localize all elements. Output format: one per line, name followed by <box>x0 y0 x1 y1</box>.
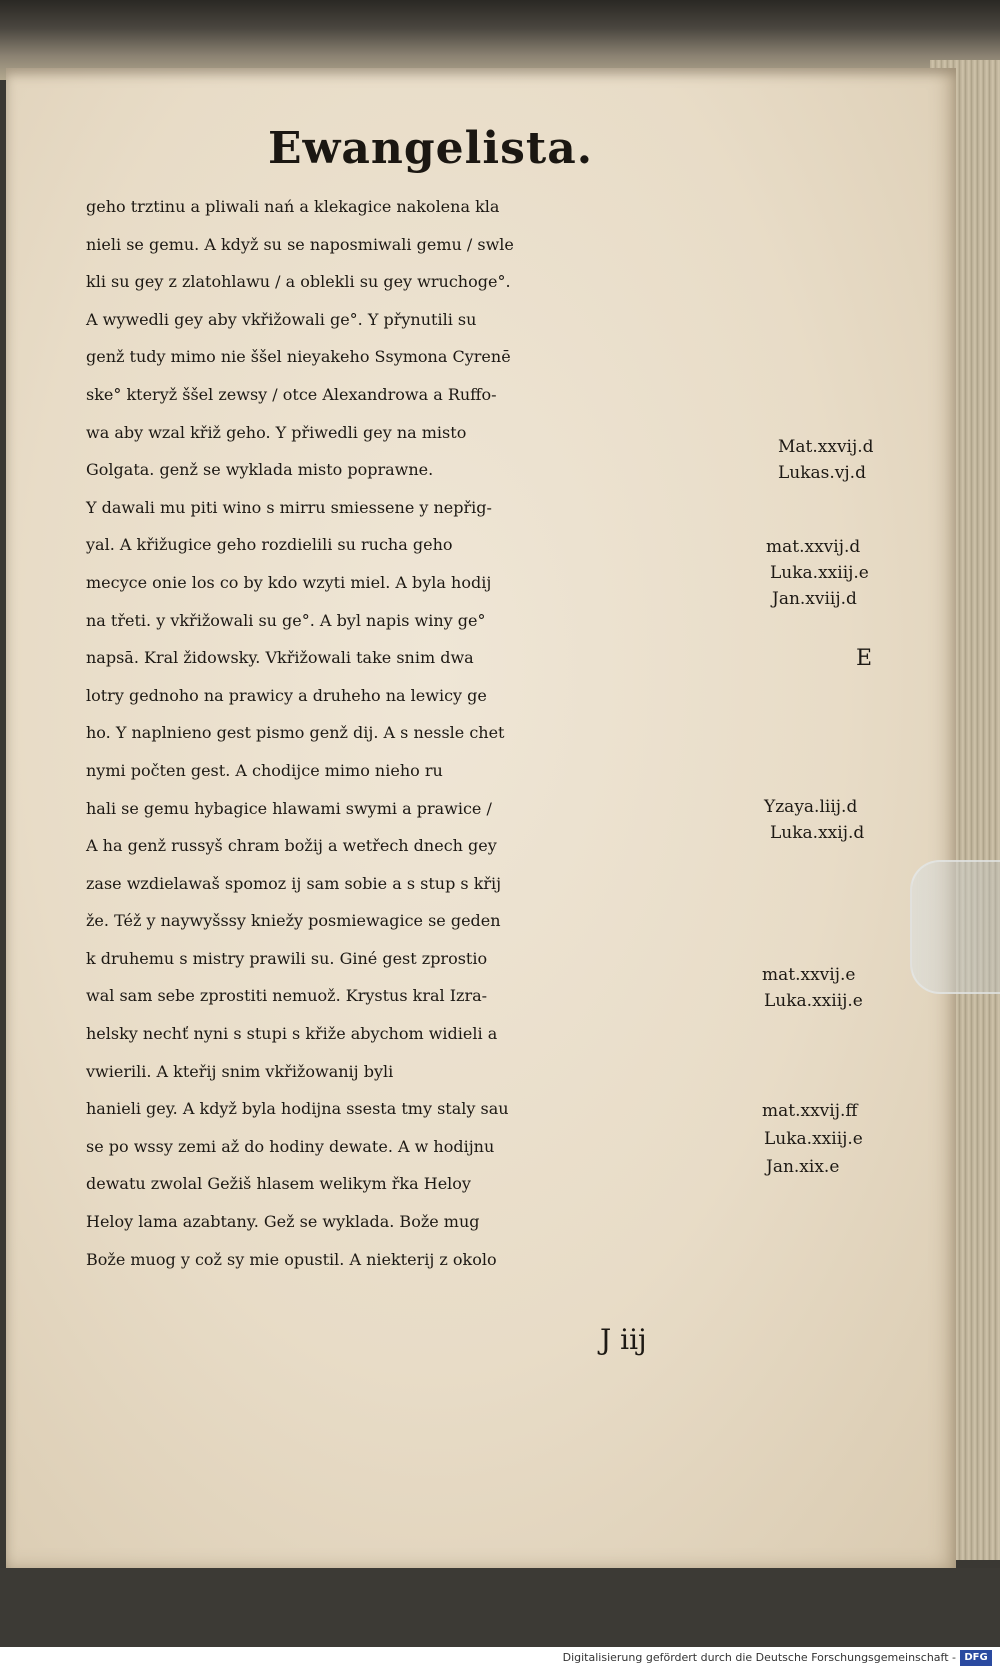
clip-tab <box>910 860 1000 994</box>
text-line: hali se gemu hybagice hlawami swymi a prawice / <box>86 798 492 818</box>
margin-note: E <box>856 646 873 671</box>
margin-note: Luka.xxij.d <box>770 823 865 843</box>
margin-note: Mat.xxvij.d <box>778 437 874 457</box>
text-line: wa aby wzal křiž geho. Y přiwedli gey na misto <box>86 422 467 442</box>
text-line: genž tudy mimo nie ššel nieyakeho Ssymona Cyrenē <box>86 347 511 367</box>
margin-note: mat.xxvij.ff <box>762 1101 858 1121</box>
margin-note: Luka.xxiij.e <box>770 563 869 583</box>
text-line: ske° kteryž ššel zewsy / otce Alexandrowa a Ruffo- <box>86 384 497 404</box>
text-line: wal sam sebe zprostiti nemuož. Krystus kral Izra- <box>86 986 488 1006</box>
text-line: helsky nechť nyni s stupi s křiže abychom widieli a <box>86 1024 498 1044</box>
text-line: geho trztinu a pliwali nań a klekagice nakolena kla <box>86 197 500 216</box>
text-line: A wywedli gey aby vkřižowali ge°. Y přynutili su <box>86 309 477 329</box>
text-line: ho. Y naplnieno gest pismo genž dij. A s nessle chet <box>86 723 505 743</box>
margin-note: Luka.xxiij.e <box>764 991 863 1011</box>
text-line: vwierili. A kteřij snim vkřižowanij byli <box>86 1061 394 1081</box>
margin-note: Jan.xviij.d <box>772 589 857 609</box>
margin-note: Luka.xxiij.e <box>764 1129 863 1149</box>
margin-note: Yzaya.liij.d <box>764 797 858 817</box>
text-line: nieli se gemu. A když su se naposmiwali gemu / swle <box>86 234 514 254</box>
text-line: dewatu zwolal Gežiš hlasem welikym řka Heloy <box>86 1174 471 1194</box>
body-text <box>86 188 786 1278</box>
text-line: hanieli gey. A když byla hodijna ssesta tmy staly sau <box>86 1099 509 1119</box>
text-line: k druhemu s mistry prawili su. Giné gest zprostio <box>86 948 488 968</box>
margin-note: mat.xxvij.e <box>762 965 856 985</box>
text-line: napsā. Kral židowsky. Vkřižowali take snim dwa <box>86 648 474 668</box>
text-line: Y dawali mu piti wino s mirru smiessene y nepřig- <box>86 497 492 517</box>
text-line: Heloy lama azabtany. Gež se wyklada. Bože mug <box>86 1212 480 1232</box>
margin-note: mat.xxvij.d <box>766 537 861 557</box>
text-line: A ha genž russyš chram božij a wetřech dnech gey <box>86 836 497 856</box>
text-line: lotry gednoho na prawicy a druheho na lewicy ge <box>86 685 487 705</box>
credit-text: Digitalisierung gefördert durch die Deutsche Forschungsgemeinschaft - <box>562 1651 956 1664</box>
dfg-logo: DFG <box>960 1650 992 1666</box>
page-heading: Ewangelista. <box>268 123 594 174</box>
text-line: yal. A křižugice geho rozdielili su rucha geho <box>86 535 453 555</box>
margin-note: Jan.xix.e <box>766 1157 840 1177</box>
text-line: Bože muog y což sy mie opustil. A niekterij z okolo <box>86 1249 497 1269</box>
text-line: Golgata. genž se wyklada misto poprawne. <box>86 460 434 480</box>
text-line: na třeti. y vkřižowali su ge°. A byl napis winy ge° <box>86 610 486 630</box>
text-line: že. Též y naywyšssy kniežy posmiewagice se geden <box>86 911 501 931</box>
text-line: kli su gey z zlatohlawu / a oblekli su gey wruchoge°. <box>86 272 511 292</box>
text-line: nymi počten gest. A chodijce mimo nieho ru <box>86 760 443 780</box>
text-line: zase wzdielawaš spomoz ij sam sobie a s stup s křij <box>86 873 502 893</box>
signature-mark: J iij <box>600 1323 647 1356</box>
text-line: se po wssy zemi až do hodiny dewate. A w hodijnu <box>86 1136 495 1156</box>
text-line: mecyce onie los co by kdo wzyti miel. A byla hodij <box>86 572 492 592</box>
margin-note: Lukas.vj.d <box>778 463 866 483</box>
